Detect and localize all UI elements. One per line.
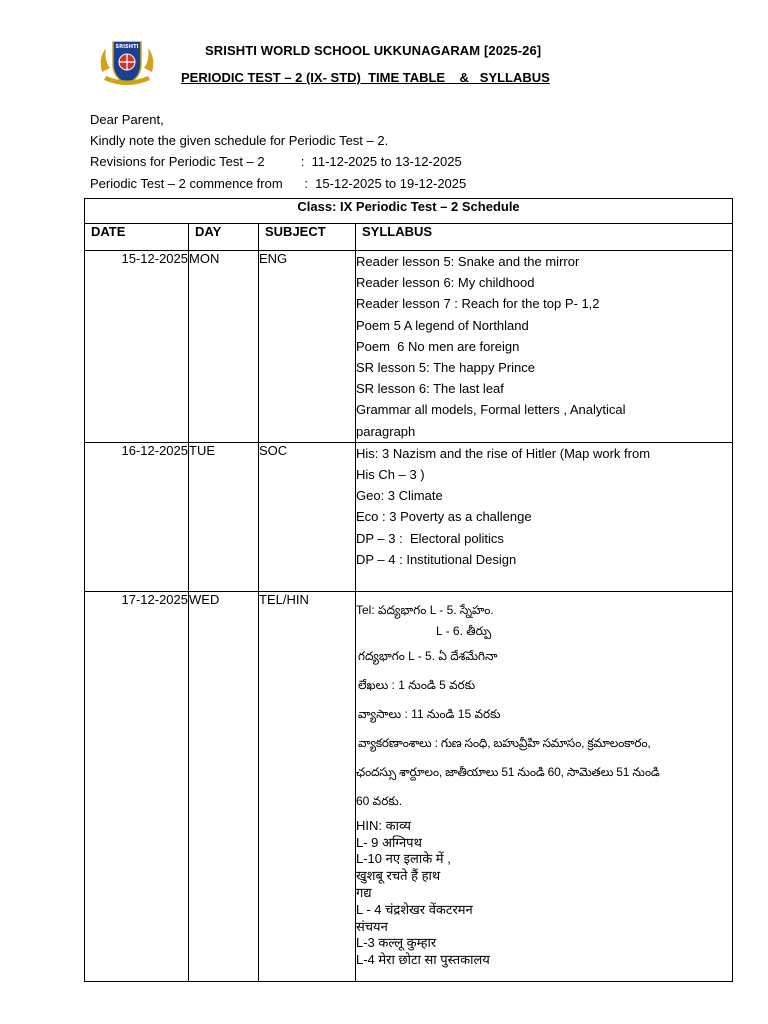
schedule-table (84, 198, 733, 982)
school-logo (96, 38, 158, 90)
syllabus-item: SR lesson 6: The last leaf (356, 381, 504, 397)
telugu-line: లేఖలు : 1 నుండి 5 వరకు (358, 677, 476, 692)
header-syllabus: SYLLABUS (356, 224, 733, 251)
syllabus-item: Geo: 3 Climate (356, 488, 443, 504)
row-syllabus (356, 251, 733, 443)
table-caption: Class: IX Periodic Test – 2 Schedule (85, 199, 733, 224)
row-date: 15-12-2025 (85, 251, 189, 443)
hindi-line: HIN: काव्य (356, 817, 411, 833)
telugu-line: 60 వరకు. (356, 793, 403, 808)
hindi-line: L- 9 अग्निपथ (356, 834, 422, 850)
syllabus-item: SR lesson 5: The happy Prince (356, 360, 535, 376)
syllabus-item: Reader lesson 5: Snake and the mirror (356, 254, 580, 269)
syllabus-item: Grammar all models, Formal letters , Analytical (356, 402, 626, 418)
header-date: DATE (85, 224, 189, 251)
hindi-syllabus (356, 818, 732, 969)
hindi-line: L-10 नए इलाके में , (356, 851, 451, 867)
header-day: DAY (189, 224, 259, 251)
row-date: 16-12-2025 (85, 442, 189, 591)
hindi-line: L - 4 चंद्रशेखर वेंकटरमन (356, 901, 473, 917)
header-subject: SUBJECT (259, 224, 356, 251)
syllabus-item: Poem 5 A legend of Northland (356, 317, 529, 333)
syllabus-item: Reader lesson 6: My childhood (356, 275, 535, 291)
telugu-line: Tel: పద్యభాగం L - 5. స్నేహం. (356, 602, 494, 617)
telugu-syllabus (356, 598, 732, 814)
hindi-line: गद्य (356, 885, 372, 901)
telugu-line: ఛందస్సు శార్దూలం, జాతీయాలు 51 నుండి 60, సామెతలు 51 నుండి (356, 764, 660, 779)
syllabus-item: paragraph (356, 423, 416, 439)
hindi-line: संचयन (356, 918, 388, 934)
intro-note: Kindly note the given schedule for Periodic Test – 2. (90, 133, 389, 148)
row-subject: SOC (259, 442, 356, 591)
table-row (85, 442, 733, 591)
syllabus-item: Poem 6 No men are foreign (356, 338, 520, 354)
revision-dates: Revisions for Periodic Test – 2 : 11-12-2025 to 13-12-2025 (90, 154, 462, 169)
syllabus-item: DP – 4 : Institutional Design (356, 551, 517, 567)
row-syllabus (356, 591, 733, 981)
table-header-row (85, 224, 733, 251)
hindi-line: खुशबू रचते हैं हाथ (356, 868, 441, 884)
table-row (85, 251, 733, 443)
school-name: SRISHTI WORLD SCHOOL UKKUNAGARAM [2025-26] (205, 43, 542, 58)
greeting: Dear Parent, (90, 112, 164, 127)
telugu-line: గద్యభాగం L - 5. ఏ దేశమేగినా (358, 648, 498, 663)
row-subject: TEL/HIN (259, 591, 356, 981)
telugu-line: వ్యాసాలు : 11 నుండి 15 వరకు (358, 706, 501, 721)
row-day: TUE (189, 442, 259, 591)
row-date: 17-12-2025 (85, 591, 189, 981)
syllabus-item: His: 3 Nazism and the rise of Hitler (Map work from (356, 445, 651, 461)
row-subject: ENG (259, 251, 356, 443)
telugu-line: L - 6. తీర్పు (436, 623, 492, 638)
test-dates: Periodic Test – 2 commence from : 15-12-2025 to 19-12-2025 (90, 176, 467, 191)
hindi-line: L-3 कल्लू कुम्हार (356, 935, 437, 951)
syllabus-item: DP – 3 : Electoral politics (356, 530, 504, 546)
table-row (85, 591, 733, 981)
row-syllabus (356, 442, 733, 591)
telugu-line: వ్యాకరణాంశాలు : గుణ సంధి, బహువ్రీహి సమాసం, క్రమాలంకారం, (358, 735, 651, 750)
syllabus-item: His Ch – 3 ) (356, 467, 425, 483)
logo-text: SRISHTI (115, 44, 139, 50)
test-title: PERIODIC TEST – 2 (IX- STD) TIME TABLE & SYLLABUS (181, 70, 550, 85)
syllabus-item: Reader lesson 7 : Reach for the top P- 1,2 (356, 296, 600, 312)
row-day: WED (189, 591, 259, 981)
syllabus-item: Eco : 3 Poverty as a challenge (356, 509, 532, 525)
row-day: MON (189, 251, 259, 443)
hindi-line: L-4 मेरा छोटा सा पुस्तकालय (356, 952, 490, 968)
